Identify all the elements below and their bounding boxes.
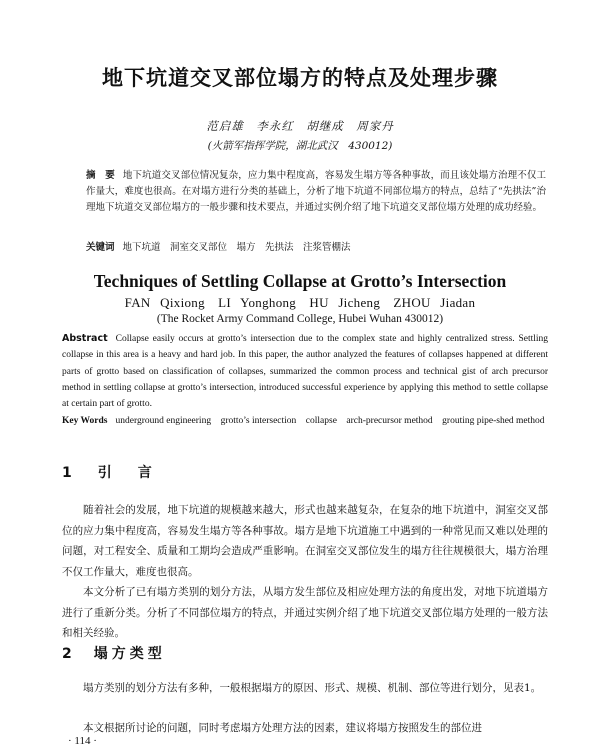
abstract-cn-label: 摘 要 bbox=[86, 170, 115, 181]
paper-title-cn: 地下坑道交叉部位塌方的特点及处理步骤 bbox=[102, 66, 498, 90]
abstract-cn bbox=[86, 168, 546, 216]
keywords-cn-label: 关键词 bbox=[86, 242, 115, 253]
affiliation-cn: (火箭军指挥学院，湖北武汉 430012) bbox=[207, 140, 393, 152]
keywords-en-text: underground engineering grotto’s intersection collapse arch-precursor method grouting pipe-shed method bbox=[115, 416, 545, 426]
page-number: · 114 · bbox=[68, 735, 97, 747]
abstract-en bbox=[62, 331, 548, 412]
section-1-paragraph-2: 本文分析了已有塌方类别的划分方法，从塌方发生部位及相应处理方法的角度出发，对地下坑道塌方进行了重新分类。分析了不同部位塌方的特点，并通过实例介绍了地下坑道交叉部位塌方处理的一般方法和相关经验。 bbox=[62, 586, 548, 639]
section-1-heading: 1 引 言 bbox=[62, 465, 158, 481]
keywords-cn bbox=[86, 239, 546, 253]
section-2-heading: 2 塌方类型 bbox=[62, 646, 166, 662]
keywords-cn-text: 地下坑道 洞室交叉部位 塌方 先拱法 注浆管棚法 bbox=[122, 242, 351, 253]
abstract-cn-text: 地下坑道交叉部位情况复杂，应力集中程度高，容易发生塌方等各种事故，而且该处塌方治理不仅工作量大，难度也很高。在对塌方进行分类的基础上，分析了地下坑道不同部位塌方的特点，总结了“先拱法”治理地下坑道交叉部位塌方的一般步骤和技术要点，并通过实例介绍了地下坑道交叉部位塌方处理的成功经验。 bbox=[86, 170, 546, 213]
authors-en: FAN Qixiong LI Yonghong HU Jicheng ZHOU Jiadan bbox=[124, 295, 476, 310]
abstract-en-text: Collapse easily occurs at grotto’s intersection due to the complex state and highly centralized stress. Settling collapse in this area is a heavy and hard job. In this paper, the author analyzed the features of collapses happened at different parts of grotto based on classification of collapses, summarized the common process and technical gist of arch precursor method in settling collapse at grotto’s intersection, introduced successful experience by applying this method to settle collapse at certain part of grotto. bbox=[62, 334, 548, 410]
keywords-en bbox=[62, 413, 548, 429]
section-2-paragraph-1: 塌方类别的划分方法有多种，一般根据塌方的原因、形式、规模、机制、部位等进行划分，见表1。 bbox=[83, 682, 542, 694]
keywords-en-label: Key Words bbox=[62, 416, 108, 426]
authors-cn: 范启雄 李永红 胡继成 周家丹 bbox=[206, 119, 394, 133]
section-2-paragraph-2: 本文根据所讨论的问题，同时考虑塌方处理方法的因素，建议将塌方按照发生的部位进 bbox=[83, 722, 482, 734]
section-1-paragraph-1: 随着社会的发展，地下坑道的规模越来越大，形式也越来越复杂，在复杂的地下坑道中，洞室交叉部位的应力集中程度高，容易发生塌方等各种事故。塌方是地下坑道施工中遇到的一种常见而又难以处理的问题，对工程安全、质量和工期均会造成严重影响。在洞室交叉部位发生的塌方往往规模很大，塌方治理不仅工作量大，难度也很高。 bbox=[62, 504, 548, 578]
affiliation-en: (The Rocket Army Command College, Hubei Wuhan 430012) bbox=[156, 313, 444, 325]
paper-title-en: Techniques of Settling Collapse at Grotto’s Intersection bbox=[93, 271, 507, 291]
abstract-en-label: Abstract bbox=[62, 333, 108, 344]
